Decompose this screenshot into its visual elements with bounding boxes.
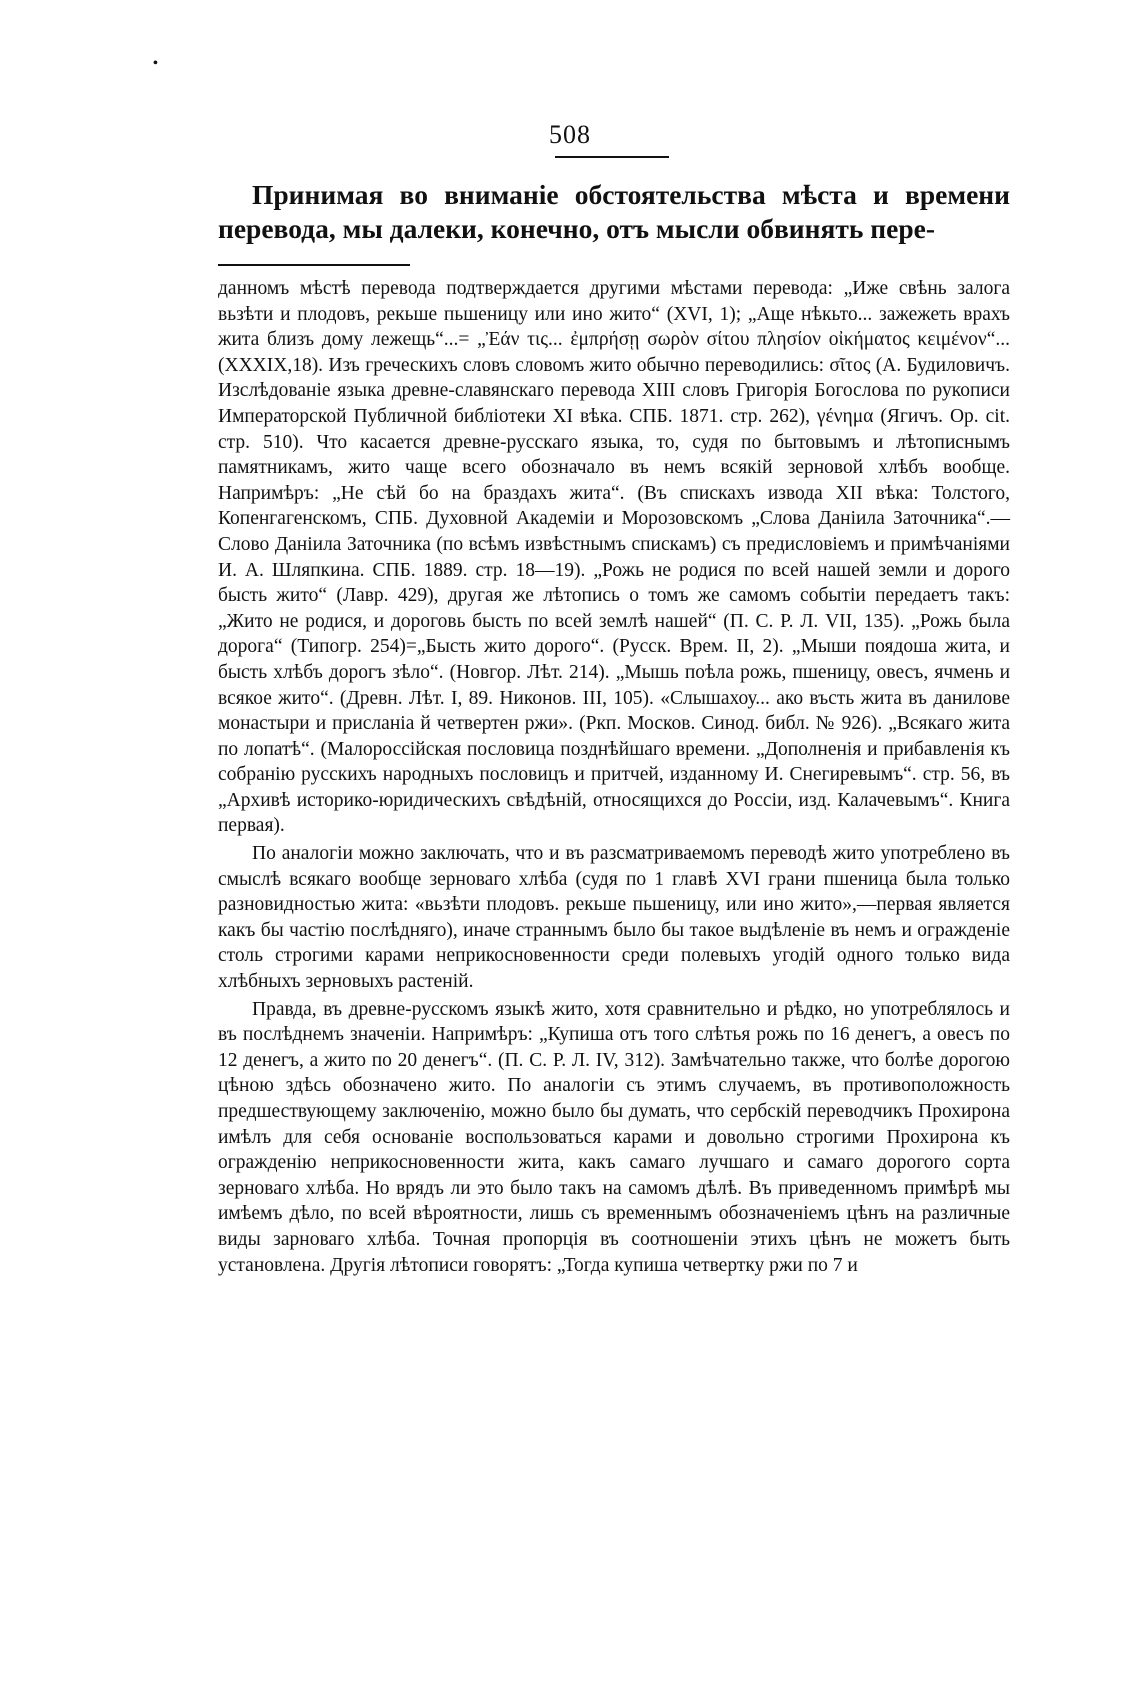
footnote-paragraph-3: Правда, въ древне-русскомъ языкѣ жито, хотя сравнительно и рѣдко, но употреблялось и въ послѣднемъ значеніи. Напримѣръ: „Купиша отъ того слѣтья рожь по 16 денегъ, а овесъ по 12 денегъ, а жито по 20 денегъ“. (П. С. Р. Л. IV, 312). Замѣчательно также, что болѣе дорогою цѣною здѣсь обозначено жито. По аналогіи съ этимъ случаемъ, въ противоположность предшествующему заключенію, можно было бы думать, что сербскій переводчикъ Прохирона имѣлъ для себя основаніе воспользоваться карами и довольно строгими Прохирона къ огражденію неприкосновенности жита, какъ самаго лучшаго и самаго дорогого сорта зерноваго хлѣба. Но врядъ ли это было такъ на самомъ дѣлѣ. Въ приведенномъ примѣрѣ мы имѣемъ дѣло, по всей вѣроятности, лишь съ временнымъ обозначеніемъ цѣнъ на различные виды зарноваго хлѣба. Точная пропорція въ соотношеніи этихъ цѣнъ не можетъ быть установлена. Другія лѣтописи говорятъ: „Тогда купиша четвертку ржи по 7 и xyxy=(218,998,1010,1276)
footnote-paragraph-1: данномъ мѣстѣ перевода подтверждается другими мѣстами перевода: „Иже свѣнь залога вьзѣти и плодовъ, рекьше пьшеницу или ино жито“ (XVI, 1); „Аще нѣкьто... зажежеть врахъ жита близъ дому лежещь“...= „Ἐάν τις... ἐμπρήσῃ σωρὸν σίτου πλησίον οἰκήματος κειμένον“...(XXXIX,18). Изъ греческихъ словъ словомъ жито обычно переводились: σῖτος (А. Будиловичъ. Изслѣдованіе языка древне-славянскаго перевода XIII словъ Григорія Богослова по рукописи Императорской Публичной библіотеки XI вѣка. СПБ. 1871. стр. 262), γένημα (Ягичъ. Op. cit. стр. 510). Что касается древне-русскаго языка, то, судя по бытовымъ и лѣтописнымъ памятникамъ, жито чаще всего обозначало въ немъ всякій зерновой хлѣбъ вообще. Напримѣръ: „Не сѣй бо на браздахъ жита“. (Въ спискахъ извода XII вѣка: Толстого, Копенгагенскомъ, СПБ. Духовной Академіи и Морозовскомъ „Слова Даніила Заточника“.—Слово Даніила Заточника (по всѣмъ извѣстнымъ спискамъ) съ предисловіемъ и примѣчаніями И. А. Шляпкина. СПБ. 1889. стр. 18—19). „Рожь не родися по всей нашей земли и дорого бысть жито“ (Лавр. 429), другая же лѣтопись о томъ же самомъ событіи передаетъ такъ: „Жито не родися, и дороговь бысть по всей землѣ нашей“ (П. С. Р. Л. VII, 135). „Рожь была дорога“ (Типогр. 254)=„Бысть жито дорого“. (Русск. Врем. II, 2). „Мыши поядоша жита, и бысть хлѣбъ дорогъ зѣло“. (Новгор. Лѣт. 214). „Мышь поѣла рожь, пшеницу, овесъ, ячмень и всякое жито“. (Древн. Лѣт. I, 89. Никонов. III, 105). «Слышахоу... ако въсть жита въ данилове монастыри и присланіа й четвертен ржи». (Ркп. Москов. Синод. библ. № 926). „Всякаго жита по лопатѣ“. (Малороссійская пословица позднѣйшаго времени. „Дополненія и прибавленія къ собранію русскихъ народныхъ пословицъ и притчей, изданному И. Снегиревымъ“. стр. 56, въ „Архивѣ историко-юридическихъ свѣдѣній, относящихся до Россіи, изд. Калачевымъ“. Книга первая). xyxy=(218,278,1010,837)
footnote-divider xyxy=(218,264,410,266)
page-number-underline xyxy=(555,156,669,158)
footnote-paragraph-2: По аналогіи можно заключать, что и въ разсматриваемомъ переводѣ жито употреблено въ смыслѣ всякаго вообще зерноваго хлѣба (судя по 1 главѣ XVI грани пшеница была только разновидностью жита: «вьзѣти плодовъ. рекьше пьшеницу, или ино жито»,—первая является какъ бы частію послѣдняго), иначе страннымъ было бы такое выдѣленіе въ немъ и огражденіе столь строгими карами неприкосновенности среди полевыхъ угодій одного только вида хлѣбныхъ зерновыхъ растеній. xyxy=(218,843,1010,993)
main-text xyxy=(218,178,1010,246)
stray-ink-mark: • xyxy=(153,56,158,71)
footnote xyxy=(218,276,1010,1278)
main-text-body: Принимая во вниманіе обстоятельства мѣста и времени перевода, мы далеки, конечно, отъ мысли обвинять пере- xyxy=(218,179,1010,244)
page-number: 508 xyxy=(549,120,591,149)
